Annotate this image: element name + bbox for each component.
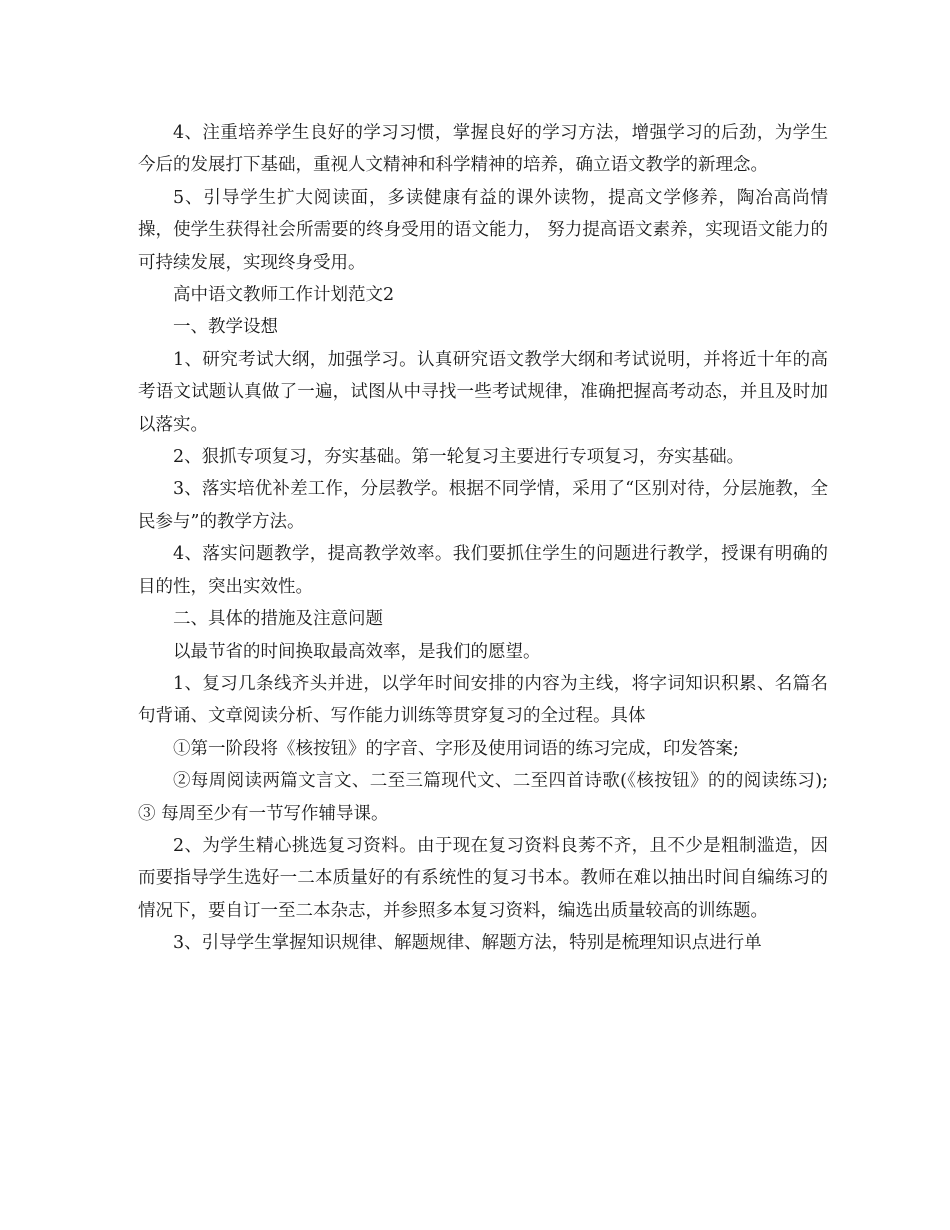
heading-measures: 二、具体的措施及注意问题 [173, 609, 383, 630]
section-title: 高中语文教师工作计划范文2 [173, 285, 395, 306]
paragraph-stage-one: ①第一阶段将《核按钮》的字音、字形及使用词语的练习完成，印发答案; [173, 738, 739, 759]
document-body [138, 117, 828, 960]
paragraph-weekly-reading: ②每周阅读两篇文言文、二至三篇现代文、二至四首诗歌(《核按钮》的的阅读练习);③ 每周至少有一节写作辅导课。 [138, 771, 828, 824]
heading-teaching-plan: 一、教学设想 [173, 317, 278, 338]
paragraph-review-lines: 1、复习几条线齐头并进，以学年时间安排的内容为主线，将字词知识积累、名篇名句背诵、文章阅读分析、写作能力训练等贯穿复习的全过程。具体 [138, 673, 828, 727]
paragraph-special-review: 2、狠抓专项复习，夯实基础。第一轮复习主要进行专项复习，夯实基础。 [173, 447, 745, 468]
paragraph-knowledge-rules: 3、引导学生掌握知识规律、解题规律、解题方法，特别是梳理知识点进行单 [173, 933, 762, 954]
paragraph-exam-outline: 1、研究考试大纲，加强学习。认真研究语文教学大纲和考试说明，并将近十年的高考语文试题认真做了一遍，试图从中寻找一些考试规律，准确把握高考动态，并且及时加以落实。 [138, 349, 828, 435]
paragraph-layered-teaching: 3、落实培优补差工作，分层教学。根据不同学情，采用了“区别对待，分层施教，全民参与”的教学方法。 [138, 479, 828, 532]
paragraph-problem-teaching: 4、落实问题教学，提高教学效率。我们要抓住学生的问题进行教学，授课有明确的目的性，突出实效性。 [138, 544, 828, 597]
paragraph-reading: 5、引导学生扩大阅读面，多读健康有益的课外读物，提高文学修养，陶冶高尚情操，使学生获得社会所需要的终身受用的语文能力， 努力提高语文素养，实现语文能力的可持续发展，实现终身受用。 [138, 187, 828, 273]
paragraph-efficiency: 以最节省的时间换取最高效率，是我们的愿望。 [173, 641, 541, 662]
paragraph-materials: 2、为学生精心挑选复习资料。由于现在复习资料良莠不齐，且不少是粗制滥造，因而要指导学生选好一二本质量好的有系统性的复习书本。教师在难以抽出时间自编练习的情况下，要自订一至二本杂志，并参照多本复习资料，编选出质量较高的训练题。 [138, 835, 828, 921]
paragraph-habits: 4、注重培养学生良好的学习习惯，掌握良好的学习方法，增强学习的后劲，为学生今后的发展打下基础，重视人文精神和科学精神的培养，确立语文教学的新理念。 [138, 123, 828, 176]
